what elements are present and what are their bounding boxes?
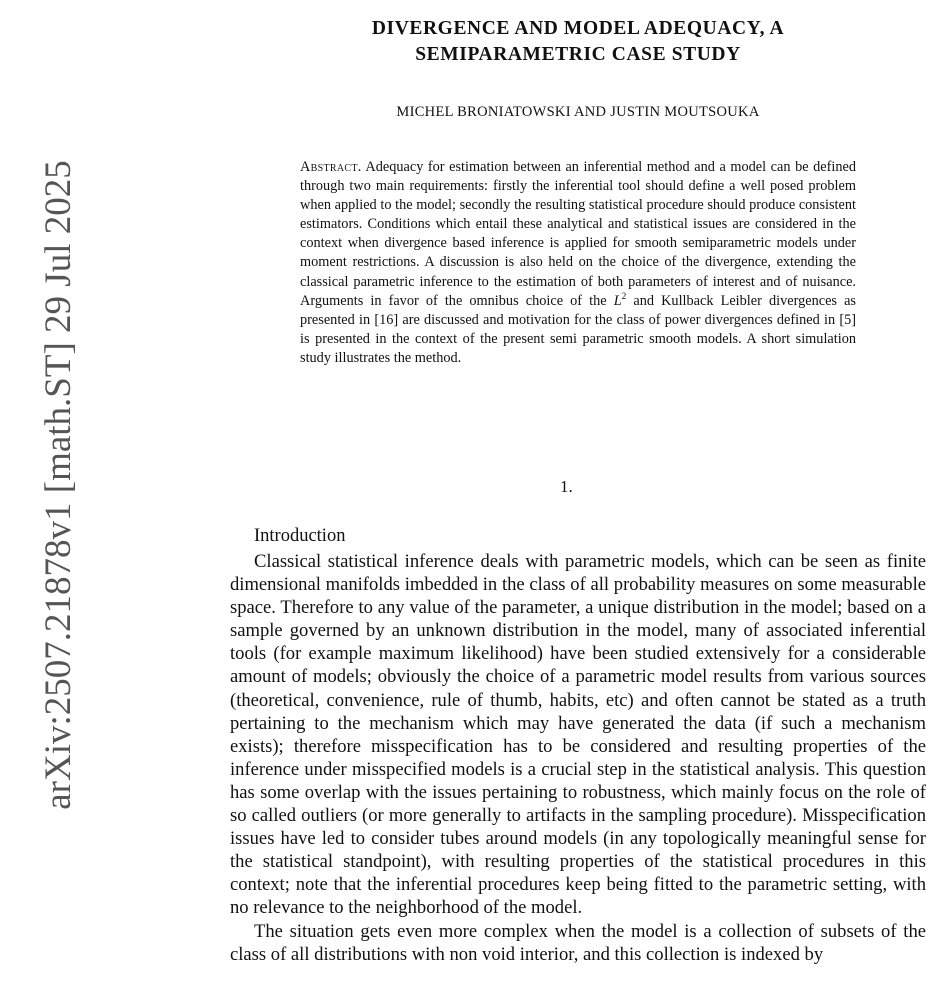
title-line-2: SEMIPARAMETRIC CASE STUDY: [415, 44, 741, 65]
paragraph-2: The situation gets even more complex when the model is a collection of subsets of the class of all distributions with non void interior, and this collection is indexed by: [230, 920, 926, 965]
body-text: [230, 550, 926, 966]
abstract-text-part-2: and Kullback Leibler divergences as presented in [16] are discussed and motivation for the class of power divergences defined in [5] is presented in the context of the present semi parametric smooth models. A short simulation study illustrates the method.: [300, 292, 856, 366]
arxiv-watermark: arXiv:2507.21878v1 [math.ST] 29 Jul 2025: [38, 160, 79, 810]
math-superscript: 2: [621, 291, 627, 302]
math-symbol-l: L: [613, 292, 622, 309]
abstract-text-part-1: Adequacy for estimation between an inferential method and a model can be defined through two main requirements: firstly the inferential tool should define a well posed problem when applied to the model; secondly the resulting statistical procedure should produce consistent estimators. Conditions which entail these analytical and statistical issues are considered in the context when divergence based inference is applied for smooth semiparametric models under moment restrictions. A discussion is also held on the choice of the divergence, extending the classical parametric inference to the estimation of both parameters of interest and of nuisance. Arguments in favor of the omnibus choice of the: [300, 159, 856, 309]
abstract: [300, 158, 856, 368]
paper-title: [300, 16, 856, 68]
title-line-1: DIVERGENCE AND MODEL ADEQUACY, A: [371, 18, 785, 39]
author-list: MICHEL BRONIATOWSKI AND JUSTIN MOUTSOUKA: [396, 104, 760, 120]
abstract-label: Abstract.: [300, 159, 362, 175]
section-title: Introduction: [254, 526, 346, 546]
paragraph-1: Classical statistical inference deals with parametric models, which can be seen as finite dimensional manifolds imbedded in the class of all probability measures on some measurable space. Therefore to any value of the parameter, a unique distribution in the model; based on a sample governed by an unknown distribution in the model, many of associated inferential tools (for example maximum likelihood) have been studied extensively for a considerable amount of models; obviously the choice of a parametric model results from various sources (theoretical, convenience, rule of thumb, habits, etc) and often cannot be stated as a truth pertaining to the mechanism which may have generated the data (if such a mechanism exists); therefore misspecification has to be considered and resulting properties of the inference under misspecified models is a crucial step in the statistical analysis. This question has some overlap with the issues pertaining to robustness, which mainly focus on the role of so called outliers (or more generally to artifacts in the sampling procedure). Misspecification issues have led to consider tubes around models (in any topologically meaningful sense for the statistical standpoint), with resulting properties of the statistical procedures in this context; note that the inferential procedures keep being fitted to the parametric setting, with no relevance to the neighborhood of the model.: [230, 551, 926, 919]
section-number: 1.: [560, 477, 573, 496]
